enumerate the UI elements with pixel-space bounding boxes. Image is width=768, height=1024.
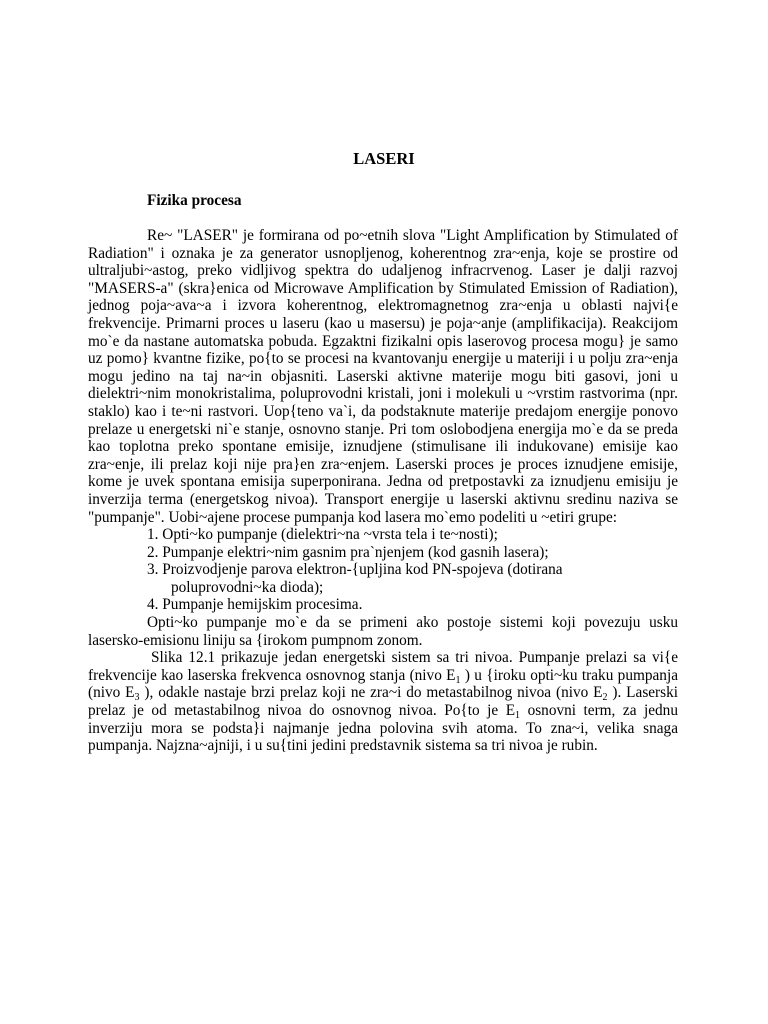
paragraph-text: osnovni term, za jednu inverziju mora se podsta}i najmanje jedna polovina svih atoma. To zna~i, velika snaga pumpanja. Najzna~ajniji, i u su{tini jedini predstavnik sistema sa tri nivoa je rubin. [88, 702, 678, 755]
subscript: 1 [515, 710, 521, 722]
list-item-text: 3. Proizvodjenje parova elektron-{upljina kod PN-spojeva (dotirana [147, 561, 563, 579]
document-body [88, 227, 678, 755]
list-item [88, 596, 678, 614]
paragraph-three-level-system [88, 649, 678, 755]
list-item-text: 1. Opti~ko pumpanje (dielektri~na ~vrsta tela i te~nosti); [147, 526, 498, 544]
subscript: 1 [455, 674, 461, 686]
list-item-continuation: poluprovodni~ka dioda); [171, 578, 324, 596]
paragraph-text: ) u {iroku opti~ku traku pumpanja (nivo E [88, 666, 678, 702]
subscript: 3 [134, 692, 140, 704]
pumping-methods-list [88, 526, 678, 614]
list-item-text: 4. Pumpanje hemijskim procesima. [147, 596, 363, 614]
paragraph-text: ), odakle nastaje brzi prelaz koji ne zra~i do metastabilnog nivoa (nivo E [139, 684, 603, 702]
paragraph-text: Slika 12.1 prikazuje jedan energetski sistem sa tri nivoa. Pumpanje prelazi sa vi{e frekvencije kao laserska frekvenca osnovnog stanja (nivo E [88, 649, 678, 684]
list-item [88, 544, 678, 562]
subscript: 2 [602, 692, 608, 704]
paragraph-optical-pumping: Opti~ko pumpanje mo`e da se primeni ako postoje sistemi koji povezuju usku lasersko-emisionu liniju sa {irokom pumpnom zonom. [88, 614, 678, 649]
list-item [88, 526, 678, 544]
section-title: Fizika procesa [147, 192, 242, 209]
list-item-text: 2. Pumpanje elektri~nim gasnim pra`njenjem (kod gasnih lasera); [147, 543, 549, 561]
paragraph-text: ). Laserski prelaz je od metastabilnog nivoa do osnovnog nivoa. Po{to je E [88, 684, 679, 720]
list-item [88, 561, 678, 596]
paragraph-intro: Re~ "LASER" je formirana od po~etnih slova "Light Amplification by Stimulated of Radiation" i oznaka je za generator usnopljenog, koherentnog zra~enja, koje se prostire od ultraljubi~astog, preko vidljivog spektra do udaljenog infracrvenog. Laser je dalji razvoj "MASERS-a" (skra}enica od Microwave Amplification by Stimulated Emission of Radiation), jednog poja~ava~a i izvora koherentnog, elektromagnetnog zra~enja u oblasti najvi{e frekvencije. Primarni proces u laseru (kao u masersu) je poja~anje (amplifikacija). Reakcijom mo`e da nastane automatska pobuda. Egzaktni fizikalni opis laserovog procesa mogu} je samo uz pomo} kvantne fizike, po{to se procesi na kvantovanju energije u materiji i u polju zra~enja mogu jedino na taj na~in objasniti. Laserski aktivne materije mogu biti gasovi, joni u dielektri~nim monokristalima, poluprovodni kristali, joni i molekuli u ~vrstim rastvorima (npr. staklo) kao i te~ni rastvori. Uop{teno va`i, da podstaknute materije predajom energije ponovo prelaze u energetski ni`e stanje, osnovno stanje. Pri tom oslobodjena energija mo`e da se preda kao toplotna preko spontane emisije, iznudjene (stimulisane ili indukovane) emisije kao zra~enje, ili prelaz koji nije pra}en zra~enjem. Laserski proces je proces iznudjene emisije, kome je uvek spontana emisija superponirana. Jedna od pretpostavki za iznudjenu emisiju je inverzija terma (energetskog nivoa). Transport energije u laserski aktivnu sredinu naziva se "pumpanje". Uobi~ajene procese pumpanja kod lasera mo`emo podeliti u ~etiri grupe: [88, 227, 678, 526]
document-title: LASERI [353, 149, 415, 168]
